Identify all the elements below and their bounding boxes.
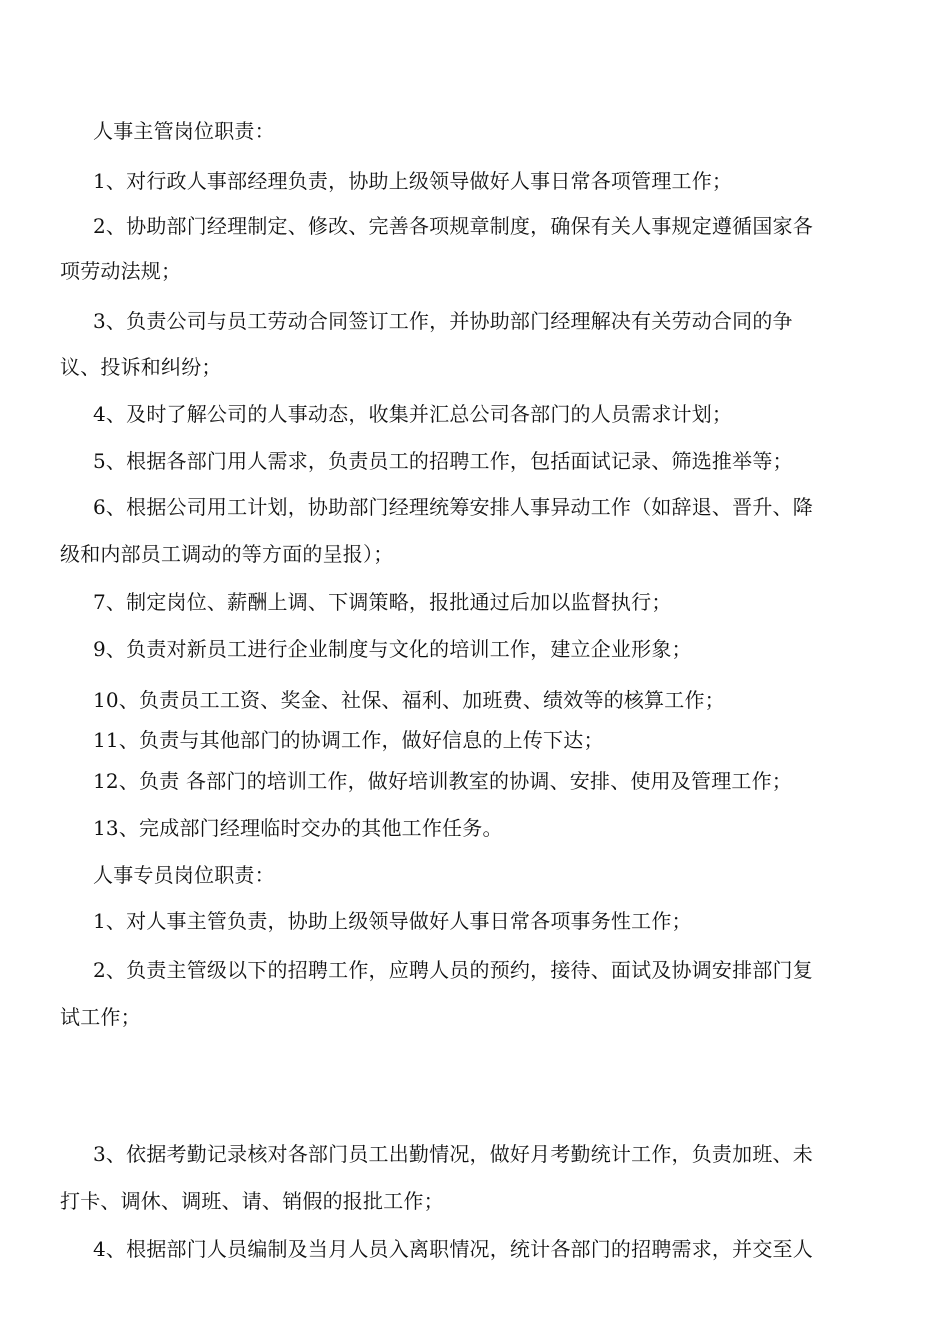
supervisor-item-continuation: 项劳动法规；: [60, 259, 182, 283]
supervisor-item: 5、根据各部门用人需求，负责员工的招聘工作，包括面试记录、筛选推举等；: [93, 449, 793, 473]
specialist-item: 1、对人事主管负责，协助上级领导做好人事日常各项事务性工作；: [93, 909, 692, 933]
supervisor-item: 11、负责与其他部门的协调工作，做好信息的上传下达；: [93, 728, 604, 752]
supervisor-heading: 人事主管岗位职责：: [93, 119, 275, 143]
supervisor-item-continuation: 级和内部员工调动的等方面的呈报）；: [60, 542, 394, 566]
specialist-heading: 人事专员岗位职责：: [93, 863, 275, 887]
supervisor-item: 7、制定岗位、薪酬上调、下调策略，报批通过后加以监督执行；: [93, 590, 672, 614]
supervisor-item-continuation: 议、投诉和纠纷；: [60, 355, 222, 379]
supervisor-item: 4、及时了解公司的人事动态，收集并汇总公司各部门的人员需求计划；: [93, 402, 733, 426]
supervisor-item: 2、协助部门经理制定、修改、完善各项规章制度，确保有关人事规定遵循国家各: [93, 214, 813, 238]
supervisor-item: 6、根据公司用工计划，协助部门经理统筹安排人事异动工作（如辞退、晋升、降: [93, 495, 813, 519]
specialist-item: 3、依据考勤记录核对各部门员工出勤情况，做好月考勤统计工作，负责加班、未: [93, 1142, 813, 1166]
supervisor-item: 12、负责 各部门的培训工作，做好培训教室的协调、安排、使用及管理工作；: [93, 769, 793, 793]
specialist-item: 2、负责主管级以下的招聘工作，应聘人员的预约，接待、面试及协调安排部门复: [93, 958, 813, 982]
supervisor-item: 3、负责公司与员工劳动合同签订工作，并协助部门经理解决有关劳动合同的争: [93, 309, 793, 333]
supervisor-item: 9、负责对新员工进行企业制度与文化的培训工作，建立企业形象；: [93, 637, 692, 661]
specialist-item: 4、根据部门人员编制及当月人员入离职情况，统计各部门的招聘需求，并交至人: [93, 1237, 813, 1261]
supervisor-item: 10、负责员工工资、奖金、社保、福利、加班费、绩效等的核算工作；: [93, 688, 725, 712]
supervisor-item: 13、完成部门经理临时交办的其他工作任务。: [93, 816, 503, 840]
specialist-item-continuation: 打卡、调休、调班、请、销假的报批工作；: [60, 1189, 444, 1213]
supervisor-item: 1、对行政人事部经理负责，协助上级领导做好人事日常各项管理工作；: [93, 169, 733, 193]
specialist-item-continuation: 试工作；: [60, 1005, 141, 1029]
